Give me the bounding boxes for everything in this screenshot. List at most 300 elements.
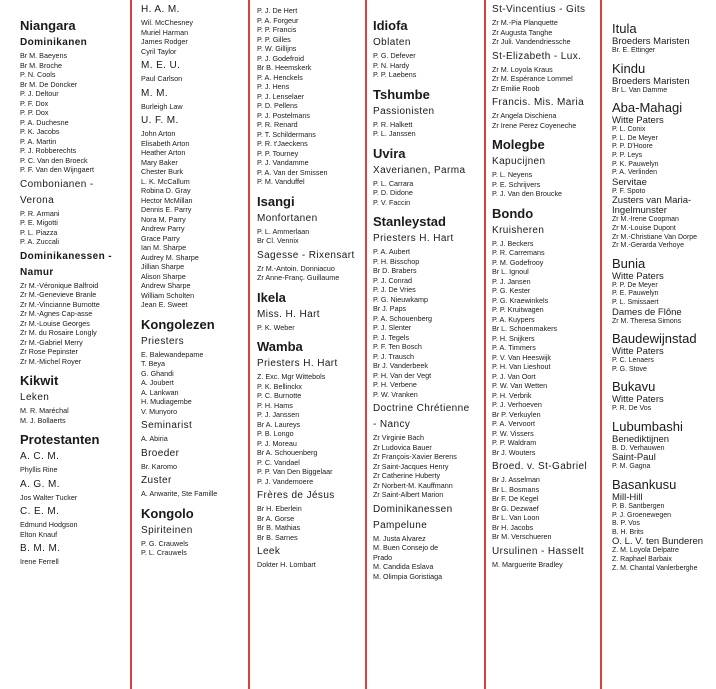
group-heading: Miss. H. Hart: [257, 308, 320, 320]
name-entry: P. L. Janssen: [373, 129, 416, 138]
name-entry: Andrew Sharpe: [141, 281, 191, 290]
name-entry: Grace Parry: [141, 233, 180, 243]
group-heading: Servitae: [612, 176, 647, 188]
location-heading: Aba-Mahagi: [612, 100, 683, 116]
group-heading: Broeder: [141, 447, 180, 459]
group-heading: Mill-Hill: [612, 492, 643, 504]
name-entry: P. J. Deltour: [20, 89, 59, 98]
name-entry: M. Marguerite Bradley: [492, 559, 563, 569]
name-entry: John Arton: [141, 129, 176, 138]
group-heading: Monfortanen: [257, 212, 318, 224]
name-entry: P. G. Defever: [373, 51, 416, 60]
name-entry: Z. Exc. Mgr Wittebols: [257, 372, 326, 381]
name-entry: P. J. Jansen: [492, 276, 531, 286]
name-entry: Audrey M. Sharpe: [141, 252, 199, 262]
name-entry: P. A. Martin: [20, 136, 57, 146]
location-heading: Uvira: [373, 145, 406, 161]
name-entry: P. E. Migotti: [20, 218, 58, 227]
name-entry: Dennis E. Parry: [141, 205, 192, 214]
name-entry: Zr M.-Christiane Van Dorpe: [612, 233, 698, 241]
name-entry: A. Lankwan: [141, 387, 179, 397]
name-entry: Br. Karomo: [141, 461, 177, 471]
name-entry: P. R. Armani: [20, 208, 60, 218]
name-entry: P. H. Verbrik: [492, 390, 532, 400]
name-entry: P. L. De Meyer: [612, 134, 658, 142]
name-entry: P. P. Waldram: [492, 438, 537, 447]
name-entry: P. J. Trausch: [373, 351, 415, 361]
group-heading: - Nancy: [373, 419, 411, 430]
group-heading: Dominikanessen -: [20, 250, 112, 262]
group-heading: Passionisten: [373, 105, 435, 117]
name-entry: P. H. Van Lieshout: [492, 362, 551, 371]
name-entry: A. Anwarite, Ste Famille: [141, 489, 218, 498]
name-entry: P. H. Verbene: [373, 380, 417, 389]
group-heading: H. A. M.: [141, 4, 180, 15]
group-heading: Pampelune: [373, 519, 428, 531]
name-entry: P. K. Bellinckx: [257, 381, 303, 391]
group-heading: Broeders Maristen: [612, 36, 690, 47]
name-entry: P. R. Halkett: [373, 119, 413, 129]
column-6: [612, 0, 716, 689]
group-heading: Verona: [20, 194, 55, 206]
name-entry: Chester Burk: [141, 167, 183, 176]
name-entry: Br A. Laureys: [257, 419, 301, 429]
name-entry: P. G. Stove: [612, 365, 647, 373]
name-entry: Br J. Asselman: [492, 475, 540, 484]
location-heading: Bondo: [492, 205, 534, 221]
name-entry: Br G. Dezwaef: [492, 503, 539, 513]
name-entry: Phyllis Rine: [20, 465, 58, 474]
name-entry: Zr Juli. Vandendriessche: [492, 37, 571, 46]
name-entry: Cyril Taylor: [141, 46, 177, 56]
name-entry: P. V. Faccin: [373, 197, 411, 207]
group-heading: Ursulinen - Hasselt: [492, 545, 585, 557]
name-entry: P. P. Kruitwagen: [492, 305, 544, 314]
name-entry: Zr M.-Irene Coopman: [612, 216, 679, 224]
group-heading: Namur: [20, 266, 54, 278]
name-entry: Ian M. Sharpe: [141, 243, 187, 252]
location-heading: Kindu: [612, 60, 646, 76]
group-heading: Combonianen -: [20, 178, 94, 190]
location-heading: Bukavu: [612, 379, 656, 395]
name-entry: Zr Irene Perez Coyeneche: [492, 120, 577, 130]
column-divider: [248, 0, 250, 689]
column-3: [257, 0, 363, 689]
group-heading: Ingelmunster: [612, 205, 667, 217]
name-entry: P. L. Neyens: [492, 170, 533, 179]
location-heading: Basankusu: [612, 477, 677, 493]
location-heading: Niangara: [20, 18, 76, 33]
name-entry: Jillian Sharpe: [141, 262, 185, 271]
name-entry: P. A. Van der Smissen: [257, 167, 328, 177]
name-entry: Zr Angela Dischiena: [492, 111, 557, 120]
group-heading: Dames de Flône: [612, 306, 682, 318]
name-entry: Br D. Brabers: [373, 266, 417, 275]
name-entry: P. D. Pellens: [257, 101, 298, 110]
name-entry: Elisabeth Arton: [141, 138, 190, 148]
name-entry: P. L. Carrara: [373, 178, 414, 188]
name-entry: William Scholten: [141, 290, 195, 300]
name-entry: Br H. Jacobs: [492, 522, 534, 532]
name-entry: Br F. De Kegel: [492, 494, 539, 503]
name-entry: P. A. Verlinden: [612, 169, 658, 177]
name-entry: P. H. Bisschop: [373, 256, 420, 266]
name-entry: P. T. Schildermans: [257, 129, 316, 139]
group-heading: Broed. v. St-Gabriel: [492, 461, 588, 472]
name-entry: Zr M.-Agnes Cap-asse: [20, 309, 93, 318]
group-heading: Priesters H. Hart: [373, 233, 454, 244]
name-entry: P. P. Van Den Biggelaar: [257, 467, 333, 476]
name-entry: Burleigh Law: [141, 101, 183, 111]
name-entry: L. K. McCallum: [141, 176, 190, 186]
name-entry: P. P. De Meyer: [612, 281, 658, 289]
name-entry: P. C. Lenaers: [612, 357, 654, 365]
name-entry: P. R. Renard: [257, 120, 298, 129]
name-entry: P. L. Piazza: [20, 227, 58, 237]
name-entry: Br L. Bosmans: [492, 484, 540, 494]
name-entry: P. N. Hardy: [373, 60, 410, 70]
name-entry: M. Justa Alvarez: [373, 533, 426, 543]
name-entry: P. A. Duchesne: [20, 117, 69, 127]
name-entry: Elton Knauf: [20, 529, 58, 539]
name-entry: Br A. Schouenberg: [257, 448, 318, 457]
group-heading: St-Elizabeth - Lux.: [492, 50, 582, 62]
name-entry: P. P. Tourney: [257, 148, 299, 158]
name-entry: Br L. Van Damme: [612, 86, 668, 94]
name-entry: Z. M. Loyola Delpatre: [612, 547, 679, 555]
group-heading: Priesters: [141, 335, 185, 347]
name-entry: Zr M.-Louise Georges: [20, 318, 90, 328]
location-heading: Lubumbashi: [612, 418, 683, 434]
name-entry: M. R. Maréchal: [20, 406, 69, 415]
name-entry: P. V. Van Heeswijk: [492, 352, 551, 362]
location-heading: Kongolezen: [141, 316, 215, 332]
group-heading: Dominikanessen: [373, 503, 453, 515]
name-entry: P. H. Van der Vegt: [373, 370, 432, 380]
name-entry: P. L. Smissaert: [612, 298, 659, 306]
group-heading: Witte Paters: [612, 346, 664, 358]
name-entry: P. J. De Vries: [373, 285, 416, 294]
location-heading: Isangi: [257, 193, 295, 209]
group-heading: Dominikanen: [20, 37, 88, 48]
group-heading: Priesters H. Hart: [257, 358, 338, 369]
location-heading: Bunia: [612, 255, 646, 271]
location-heading: Molegbe: [492, 137, 545, 152]
name-entry: P. L. Ammerlaan: [257, 226, 310, 236]
group-heading: A. G. M.: [20, 478, 60, 490]
location-heading: Stanleystad: [373, 214, 446, 229]
name-entry: Zr M. Espérance Lommel: [492, 74, 573, 83]
name-entry: James Rodger: [141, 37, 188, 46]
name-entry: P. J. Moreau: [257, 438, 297, 448]
name-entry: P. J. Postelmans: [257, 110, 310, 120]
name-entry: P. M. Gagna: [612, 463, 651, 471]
group-heading: Spiriteinen: [141, 524, 193, 536]
group-heading: Broeders Maristen: [612, 75, 690, 87]
column-divider: [600, 0, 602, 689]
name-entry: P. B. Santbergen: [612, 503, 665, 511]
name-entry: P. J. Janssen: [257, 410, 300, 419]
name-entry: Andrew Parry: [141, 224, 185, 233]
name-entry: P. K. Weber: [257, 322, 295, 332]
name-entry: Zr Catherine Huberty: [373, 471, 441, 480]
name-entry: P. A. Kuypers: [492, 314, 535, 324]
name-entry: P. G. Kraewinkels: [492, 295, 549, 305]
name-entry: Br L. Ignoul: [492, 267, 529, 276]
name-entry: P. J. Lenselaer: [257, 91, 305, 101]
name-entry: Zr M.-Véronique Balfroid: [20, 280, 99, 290]
name-entry: Paul Carlson: [141, 74, 183, 83]
column-divider: [484, 0, 486, 689]
name-entry: P. J. Godefroid: [257, 53, 305, 63]
group-heading: M. E. U.: [141, 60, 181, 71]
name-entry: P. A. Vervoort: [492, 419, 536, 428]
name-entry: P. J. Conrad: [373, 275, 413, 285]
name-entry: P. W. Vranken: [373, 389, 418, 399]
name-entry: P. G. Kester: [492, 286, 531, 295]
group-heading: Zuster: [141, 475, 172, 486]
name-entry: Zr Virginie Bach: [373, 433, 425, 442]
location-heading: Ikela: [257, 289, 286, 305]
name-entry: P. J. Van Oort: [492, 371, 536, 381]
name-entry: Mary Baker: [141, 157, 178, 167]
group-heading: Benediktijnen: [612, 433, 670, 445]
name-entry: Zr Norbert-M. Kauffmann: [373, 480, 453, 490]
name-entry: P. W. Van Wetten: [492, 381, 548, 390]
name-entry: P. D. Didone: [373, 188, 413, 197]
location-heading: Itula: [612, 21, 637, 36]
name-entry: Muriel Harman: [141, 27, 189, 37]
name-entry: Br B. Heemskerk: [257, 63, 312, 72]
name-entry: M. Candida Eslava: [373, 562, 434, 571]
name-entry: A. Abiria: [141, 434, 168, 443]
location-heading: Protestanten: [20, 432, 100, 447]
name-entry: Zr François-Xavier Berens: [373, 452, 457, 461]
group-heading: Witte Paters: [612, 115, 664, 127]
name-entry: P. L. Conix: [612, 126, 646, 134]
column-2: [141, 0, 246, 689]
name-entry: Br B. Sarnes: [257, 532, 298, 542]
name-entry: P. W. Gillijns: [257, 44, 297, 53]
name-entry: E. Balewandepame: [141, 349, 204, 359]
name-entry: P. A. Henckels: [257, 72, 303, 82]
name-entry: P. K. Pauwelyn: [612, 160, 659, 168]
name-entry: P. J. Van den Broucke: [492, 189, 563, 198]
location-heading: Wamba: [257, 339, 303, 354]
name-entry: P. H. Snijkers: [492, 333, 535, 343]
location-heading: Kikwit: [20, 373, 59, 388]
name-entry: M. Buen Consejo de: [373, 543, 439, 552]
name-entry: P. J. Beckers: [492, 238, 534, 248]
column-5: [492, 0, 599, 689]
name-entry: P. J. Verhoeven: [492, 400, 542, 409]
name-entry: Irene Ferrell: [20, 557, 59, 566]
name-entry: Zr M.-Antoin. Donniacuo: [257, 263, 335, 273]
name-entry: Zr M. du Rosaire Longly: [20, 328, 97, 337]
name-entry: P. B. Longo: [257, 429, 294, 438]
name-entry: Br J. Wouters: [492, 447, 536, 457]
name-entry: Br M. Baeyens: [20, 51, 68, 60]
name-entry: Zr Augusta Tanghe: [492, 27, 553, 37]
name-entry: P. G. Nieuwkamp: [373, 294, 428, 304]
column-divider: [130, 0, 132, 689]
group-heading: Saint-Paul: [612, 452, 656, 464]
name-entry: P. E. Schrijvers: [492, 179, 541, 189]
name-entry: P. F. Van den Wijngaert: [20, 165, 95, 174]
group-heading: Kapucijnen: [492, 156, 546, 167]
column-1: [20, 0, 128, 689]
name-entry: Jean E. Sweet: [141, 300, 188, 309]
group-heading: A. C. M.: [20, 451, 60, 462]
name-entry: Br H. Eberlein: [257, 504, 302, 513]
name-entry: Z. M. Chantal Vanlerberghe: [612, 564, 698, 572]
name-entry: P. W. Vissers: [492, 428, 534, 438]
group-heading: Oblaten: [373, 37, 411, 48]
name-entry: Br. E. Ettinger: [612, 47, 656, 54]
group-heading: Frères de Jésus: [257, 490, 335, 501]
name-entry: Zr M.-Gabriel Merry: [20, 337, 83, 347]
name-entry: B. D. Verhauwen: [612, 444, 665, 452]
name-entry: P. J. Groenewegen: [612, 511, 672, 519]
name-entry: Zr M.-Michel Royer: [20, 356, 82, 366]
name-entry: H. Mudiagembe: [141, 397, 192, 406]
name-entry: Nora M. Parry: [141, 214, 186, 224]
group-heading: Seminarist: [141, 420, 193, 431]
name-entry: Zr Saint-Jacques Henry: [373, 461, 449, 471]
name-entry: G. Ghandi: [141, 368, 174, 378]
name-entry: Zr M. Theresa Simons: [612, 317, 682, 325]
name-entry: P. P. Leys: [612, 151, 643, 159]
group-heading: Witte Paters: [612, 394, 664, 406]
name-entry: Br J. Paps: [373, 304, 407, 313]
name-entry: Br P. Verkuylen: [492, 409, 541, 419]
name-entry: Robina D. Gray: [141, 186, 191, 195]
name-entry: P. R. Carremans: [492, 248, 545, 257]
group-heading: M. M.: [141, 87, 168, 99]
name-entry: Br Cl. Vennix: [257, 236, 299, 245]
group-heading: Leek: [257, 546, 281, 557]
name-entry: P. A. Schouenberg: [373, 313, 433, 323]
name-entry: P. M. Godefrooy: [492, 257, 544, 267]
name-entry: P. M. Vanduffel: [257, 177, 305, 186]
name-entry: Br M. Broche: [20, 60, 62, 70]
column-divider: [365, 0, 367, 689]
location-heading: Idiofa: [373, 18, 408, 33]
name-entry: Jos Walter Tucker: [20, 492, 78, 502]
group-heading: Xaverianen, Parma: [373, 164, 466, 176]
group-heading: Kruisheren: [492, 224, 545, 236]
group-heading: Zusters van Maria-: [612, 195, 692, 207]
name-entry: P. F. Ten Bosch: [373, 342, 422, 351]
name-entry: Z. Raphael Barbaix: [612, 556, 672, 564]
name-entry: Zr M.-Vincianne Burnotte: [20, 299, 100, 309]
name-entry: P. J. Vandamme: [257, 158, 309, 167]
name-entry: P. R. t'Jaeckens: [257, 139, 308, 148]
name-entry: Zr Rose Pepinster: [20, 347, 78, 356]
name-entry: P. G. Crauwels: [141, 538, 189, 548]
name-entry: P. A. Aubert: [373, 247, 411, 256]
name-entry: P. R. De Vos: [612, 405, 652, 413]
name-entry: Br J. Vanderbeek: [373, 361, 429, 370]
group-heading: Witte Paters: [612, 270, 664, 282]
name-entry: P. A. Forgeur: [257, 15, 299, 25]
group-heading: B. M. M.: [20, 543, 61, 554]
name-entry: B. H. Brits: [612, 528, 644, 536]
name-entry: Zr M. Loyola Kraus: [492, 64, 553, 74]
group-heading: Doctrine Chrétienne: [373, 403, 470, 414]
location-heading: Kongolo: [141, 505, 194, 521]
name-entry: Prado: [373, 552, 393, 562]
name-entry: P. L. Crauwels: [141, 548, 187, 557]
group-heading: O. L. V. ten Bunderen: [612, 536, 704, 548]
name-entry: Zr Ludovica Bauer: [373, 442, 432, 452]
name-entry: P. N. Cools: [20, 70, 56, 79]
name-entry: Zr M.-Gerarda Verhoye: [612, 242, 684, 250]
column-4: [373, 0, 483, 689]
name-entry: V. Munyoro: [141, 406, 178, 416]
name-entry: P. J. Robberechts: [20, 146, 77, 155]
name-entry: Br A. Gorse: [257, 513, 295, 523]
name-entry: P. C. Van den Broeck: [20, 155, 88, 165]
name-entry: M. J. Bollaerts: [20, 415, 66, 425]
name-entry: P. E. Pauwelyn: [612, 290, 659, 298]
name-entry: Hector McMillan: [141, 195, 193, 205]
group-heading: Francis. Mis. Maria: [492, 97, 585, 108]
name-entry: P. H. Hams: [257, 400, 293, 410]
name-entry: P. F. Spoto: [612, 187, 646, 195]
name-entry: Zr Anne-Franç. Guillaume: [257, 273, 340, 282]
name-entry: P. J. Hens: [257, 82, 290, 91]
name-entry: Wil. McChesney: [141, 18, 193, 27]
name-entry: Zr M.-Pia Planquette: [492, 18, 558, 27]
name-entry: P. P. D'Hoore: [612, 143, 653, 151]
name-entry: Zr Saint-Albert Marion: [373, 490, 444, 499]
name-entry: P. P. Gilles: [257, 34, 291, 44]
group-heading: Leken: [20, 392, 50, 403]
name-entry: T. Beya: [141, 359, 165, 368]
name-entry: P. P. Dox: [20, 108, 49, 117]
name-entry: P. P. Francis: [257, 25, 297, 34]
name-entry: Heather Arton: [141, 148, 186, 157]
name-entry: P. J. De Hert: [257, 6, 298, 15]
name-entry: Zr M.-Louise Dupont: [612, 224, 676, 232]
group-heading: U. F. M.: [141, 115, 179, 126]
name-entry: P. K. Jacobs: [20, 127, 60, 136]
name-entry: Zr Emilie Roob: [492, 83, 540, 93]
name-entry: A. Joubert: [141, 378, 174, 387]
name-entry: Br L. Schoenmakers: [492, 324, 558, 333]
name-entry: Edmund Hodgson: [20, 520, 78, 529]
name-entry: B. P. Vos: [612, 520, 640, 528]
name-entry: P. J. Tegels: [373, 332, 410, 342]
name-entry: P. J. Slenter: [373, 323, 412, 332]
name-entry: P. A. Zuccali: [20, 237, 60, 246]
name-entry: P. C. Burnotte: [257, 391, 302, 400]
name-entry: Br L. Van Loon: [492, 513, 540, 522]
group-heading: C. E. M.: [20, 506, 60, 517]
name-entry: Br M. Verschueren: [492, 532, 552, 541]
name-entry: Zr M.-Genevieve Branle: [20, 290, 97, 299]
name-entry: Br B. Mathias: [257, 523, 301, 532]
name-entry: Dokter H. Lombart: [257, 560, 316, 569]
group-heading: St-Vincentius - Gits: [492, 4, 586, 15]
name-entry: Br M. De Doncker: [20, 79, 78, 89]
name-entry: P. P. Laebens: [373, 70, 417, 79]
name-entry: Alison Sharpe: [141, 271, 186, 281]
name-entry: P. F. Dox: [20, 98, 49, 108]
name-entry: P. A. Timmers: [492, 343, 536, 352]
location-heading: Tshumbe: [373, 86, 430, 102]
